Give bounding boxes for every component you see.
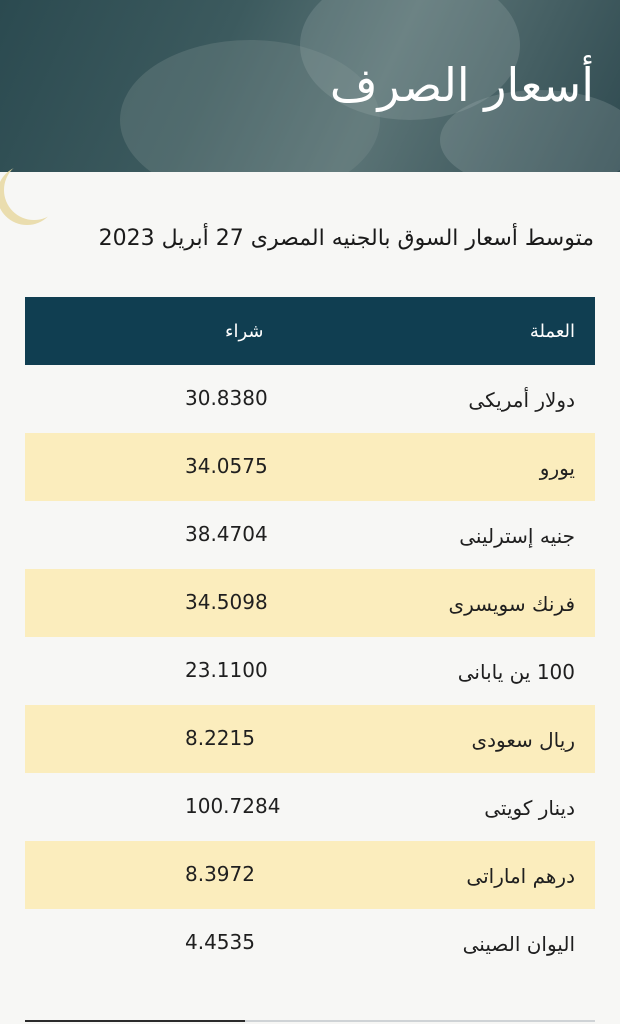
- currency-name: دينار كويتى: [484, 796, 575, 820]
- currency-name: فرنك سويسرى: [448, 592, 575, 616]
- page-title: أسعار الصرف: [329, 58, 594, 112]
- scroll-indicator-thumb: [25, 1020, 245, 1022]
- currency-name: يورو: [539, 456, 575, 480]
- table-row: [25, 773, 595, 841]
- table-row: [25, 841, 595, 909]
- table-row: [25, 433, 595, 501]
- table-row: [25, 365, 595, 433]
- currency-name: دولار أمريكى: [468, 388, 575, 412]
- buy-rate: 30.8380: [185, 386, 268, 410]
- buy-rate: 34.5098: [185, 590, 268, 614]
- crescent-decoration-icon: [4, 160, 64, 220]
- currency-name: درهم اماراتى: [466, 864, 575, 888]
- table-row: [25, 501, 595, 569]
- currency-name: 100 ين يابانى: [457, 660, 575, 684]
- currency-name: اليوان الصينى: [462, 932, 575, 956]
- table-row: [25, 705, 595, 773]
- buy-rate: 38.4704: [185, 522, 268, 546]
- hero-banner: [0, 0, 620, 172]
- column-header-buy: شراء: [225, 321, 264, 342]
- market-date-subtitle: متوسط أسعار السوق بالجنيه المصرى 27 أبريل 2023: [98, 226, 594, 251]
- exchange-rates-table: [25, 297, 595, 977]
- buy-rate: 4.4535: [185, 930, 255, 954]
- buy-rate: 8.2215: [185, 726, 255, 750]
- currency-name: جنيه إسترلينى: [459, 524, 575, 548]
- table-row: [25, 909, 595, 977]
- scroll-indicator: [25, 1020, 595, 1022]
- table-row: [25, 637, 595, 705]
- buy-rate: 34.0575: [185, 454, 268, 478]
- buy-rate: 100.7284: [185, 794, 281, 818]
- buy-rate: 8.3972: [185, 862, 255, 886]
- table-header: [25, 297, 595, 365]
- table-row: [25, 569, 595, 637]
- column-header-currency: العملة: [529, 321, 575, 342]
- buy-rate: 23.1100: [185, 658, 268, 682]
- currency-name: ريال سعودى: [471, 728, 575, 752]
